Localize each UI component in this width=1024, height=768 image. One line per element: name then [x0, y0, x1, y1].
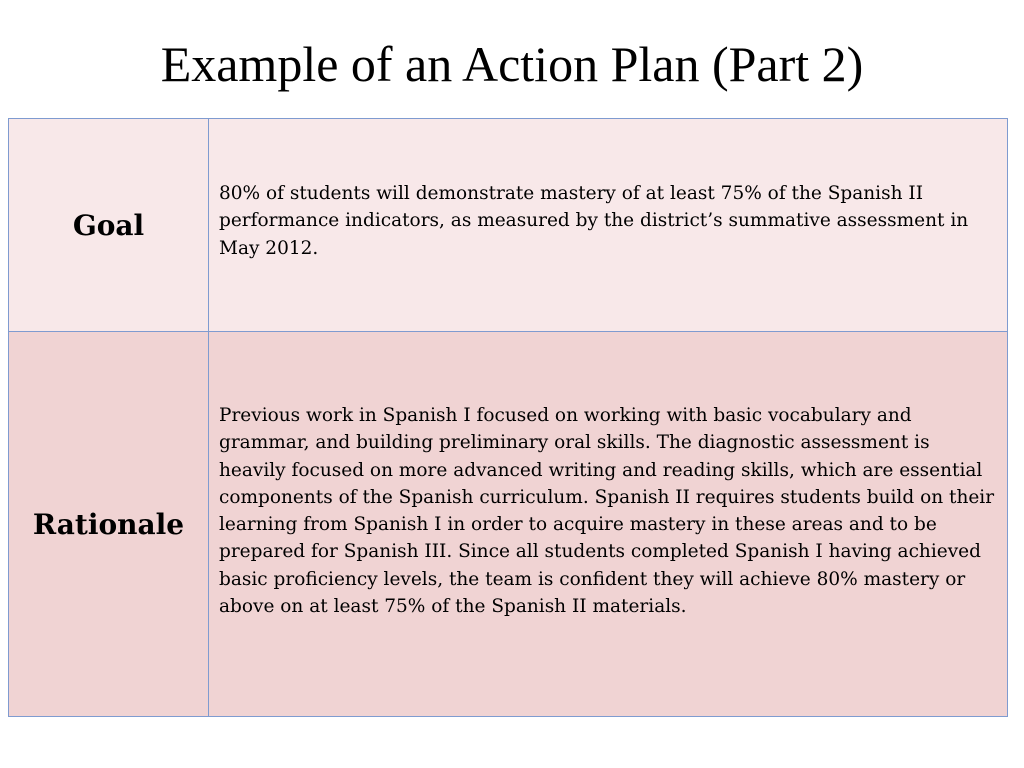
table-row-rationale	[9, 332, 1008, 717]
goal-label-cell	[9, 119, 209, 332]
rationale-label: Rationale	[32, 507, 185, 541]
slide-title: Example of an Action Plan (Part 2)	[160, 36, 864, 92]
goal-label: Goal	[72, 208, 145, 242]
action-plan-table	[8, 118, 1008, 717]
goal-text: 80% of students will demonstrate mastery of at least 75% of the Spanish II performance indicators, as measured by the district’s summative assessment in May 2012.	[219, 183, 969, 259]
rationale-label-cell	[9, 332, 209, 717]
goal-content-cell	[209, 119, 1008, 332]
rationale-text: Previous work in Spanish I focused on working with basic vocabulary and grammar, and building preliminary oral skills. The diagnostic assessment is heavily focused on more advanced writing and reading skills, which are essential components of the Spanish curriculum. Spanish II requires students build on their learning from Spanish I in order to acquire mastery in these areas and to be prepared for Spanish III. Since all students completed Spanish I having achieved basic proficiency levels, the team is confident they will achieve 80% mastery or above on at least 75% of the Spanish II materials.	[219, 405, 995, 618]
rationale-content-cell	[209, 332, 1008, 717]
table-row-goal	[9, 119, 1008, 332]
